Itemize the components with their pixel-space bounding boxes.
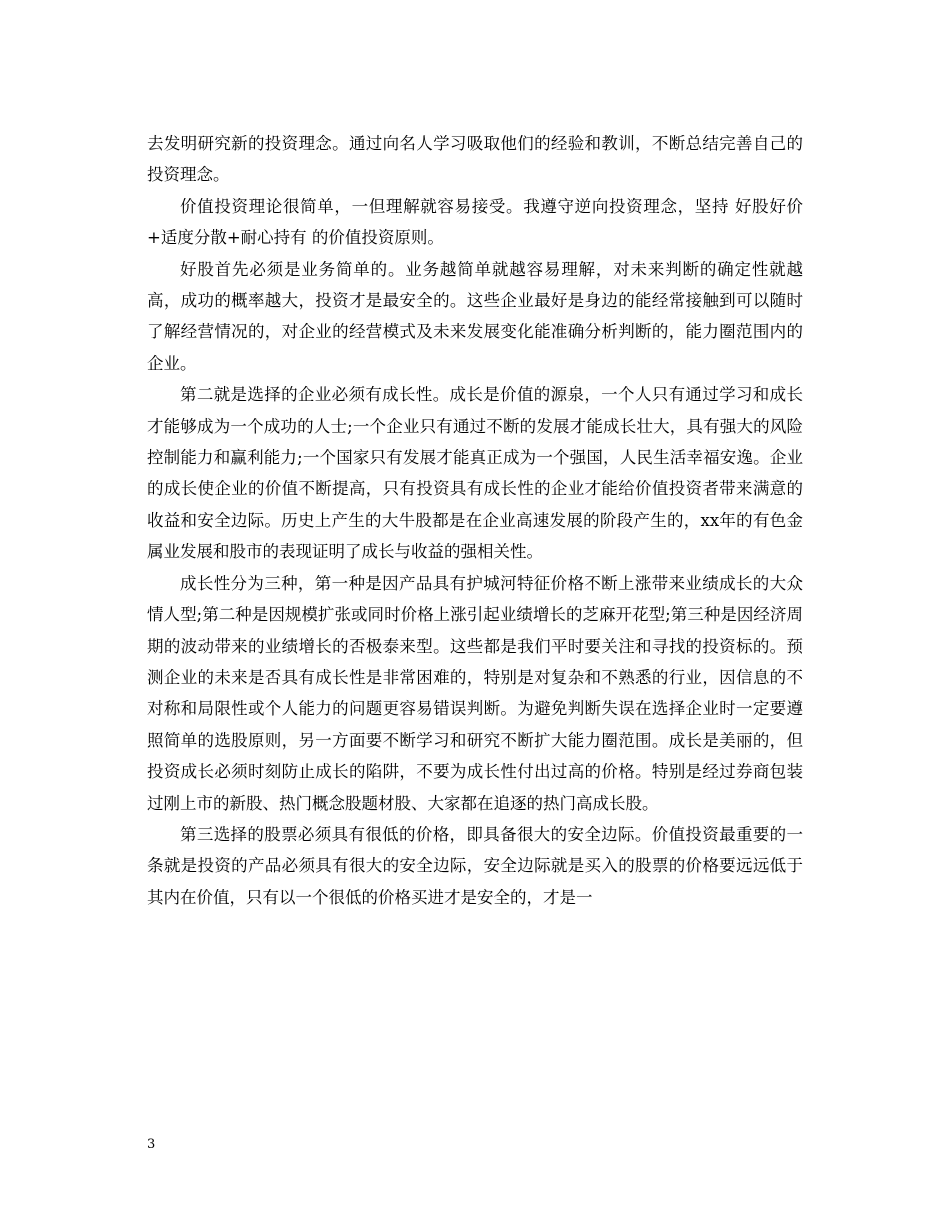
paragraph-5: 成长性分为三种，第一种是因产品具有护城河特征价格不断上涨带来业绩成长的大众情人型;第二种是因规模扩张或同时价格上涨引起业绩增长的芝麻开花型;第三种是因经济周期的波动带来的业绩增长的否极泰来型。这些都是我们平时要关注和寻找的投资标的。预测企业的未来是否具有成长性是非常困难的，特别是对复杂和不熟悉的行业，因信息的不对称和局限性或个人能力的问题更容易错误判断。为避免判断失误在选择企业时一定要遵照简单的选股原则，另一方面要不断学习和研究不断扩大能力圈范围。成长是美丽的，但投资成长必须时刻防止成长的陷阱，不要为成长性付出过高的价格。特别是经过券商包装过刚上市的新股、热门概念股题材股、大家都在追逐的热门高成长股。: [147, 573, 803, 813]
paragraph-4: 第二就是选择的企业必须有成长性。成长是价值的源泉，一个人只有通过学习和成长才能够成为一个成功的人士;一个企业只有通过不断的发展才能成长壮大，具有强大的风险控制能力和赢利能力;一个国家只有发展才能真正成为一个强国，人民生活幸福安逸。企业的成长使企业的价值不断提高，只有投资具有成长性的企业才能给价值投资者带来满意的收益和安全边际。历史上产生的大牛股都是在企业高速发展的阶段产生的，xx年的有色金属业发展和股市的表现证明了成长与收益的强相关性。: [147, 385, 803, 562]
paragraph-2: 价值投资理论很简单，一但理解就容易接受。我遵守逆向投资理念，坚持 好股好价+适度分散+耐心持有 的价值投资原则。: [147, 196, 803, 248]
body-text: [147, 128, 803, 913]
paragraph-6: 第三选择的股票必须具有很低的价格，即具备很大的安全边际。价值投资最重要的一条就是投资的产品必须具有很大的安全边际，安全边际就是买入的股票的价格要远远低于其内在价值，只有以一个很低的价格买进才是安全的，才是一: [147, 824, 803, 907]
page-number: 3: [147, 1137, 156, 1152]
paragraph-1: 去发明研究新的投资理念。通过向名人学习吸取他们的经验和教训，不断总结完善自己的投资理念。: [147, 134, 803, 185]
paragraph-3: 好股首先必须是业务简单的。业务越简单就越容易理解，对未来判断的确定性就越高，成功的概率越大，投资才是最安全的。这些企业最好是身边的能经常接触到可以随时了解经营情况的，对企业的经营模式及未来发展变化能准确分析判断的，能力圈范围内的企业。: [147, 259, 803, 373]
